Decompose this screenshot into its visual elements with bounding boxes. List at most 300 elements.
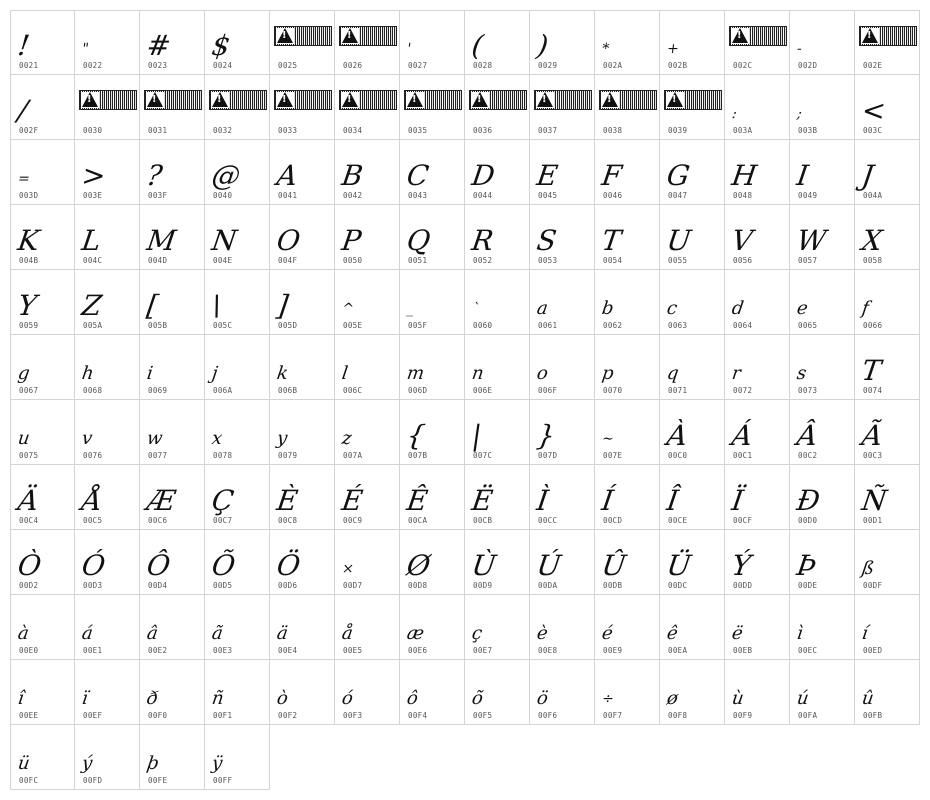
glyph-sample: â [145,623,160,644]
glyph-sample: Ê [404,484,430,517]
glyph-cell [465,465,530,530]
glyph-sample: [ [144,289,161,322]
missing-glyph-icon [729,26,787,46]
glyph-cell [660,75,725,140]
glyph-cell [205,660,270,725]
glyph-sample: ~ [600,431,615,447]
glyph-code-label: 0036 [473,126,493,135]
glyph-sample: X [859,224,885,257]
glyph-cell [530,140,595,205]
glyph-code-label: 0028 [473,61,493,70]
glyph-code-label: 002C [733,61,753,70]
glyph-code-label: 0068 [83,386,103,395]
glyph-cell [140,400,205,465]
glyph-code-label: 00E4 [278,646,298,655]
glyph-code-label: 0072 [733,386,753,395]
glyph-cell [75,530,140,595]
glyph-sample: ó [340,688,355,709]
glyph-sample: Ì [534,484,551,517]
glyph-cell [270,270,335,335]
glyph-cell [400,335,465,400]
glyph-cell [595,140,660,205]
glyph-sample: B [339,159,365,192]
glyph-cell [530,400,595,465]
glyph-code-label: 0040 [213,191,233,200]
glyph-cell [10,10,75,75]
glyph-code-label: 0023 [148,61,168,70]
glyph-code-label: 00DF [863,581,883,590]
glyph-code-label: 0034 [343,126,363,135]
glyph-code-label: 00FD [83,776,103,785]
glyph-code-label: 00CE [668,516,688,525]
glyph-sample: å [340,623,355,644]
missing-glyph-icon [404,90,462,110]
glyph-code-label: 002D [798,61,818,70]
glyph-code-label: 0047 [668,191,688,200]
glyph-code-label: 0026 [343,61,363,70]
glyph-sample: o [535,363,550,384]
glyph-code-label: 0022 [83,61,103,70]
glyph-code-label: 00FF [213,776,233,785]
glyph-cell [75,10,140,75]
glyph-cell [790,10,855,75]
glyph-code-label: 0027 [408,61,428,70]
glyph-cell [335,10,400,75]
glyph-code-label: 005D [278,321,298,330]
glyph-cell [855,335,920,400]
glyph-cell [205,400,270,465]
glyph-cell [400,400,465,465]
glyph-cell [595,335,660,400]
glyph-sample: - [795,41,803,57]
glyph-code-label: 0050 [343,256,363,265]
glyph-code-label: 005C [213,321,233,330]
glyph-code-label: 0073 [798,386,818,395]
glyph-code-label: 00D9 [473,581,493,590]
glyph-code-label: 00F6 [538,711,558,720]
glyph-sample: ø [665,688,680,709]
glyph-sample: Ã [859,419,885,452]
glyph-sample: J [859,159,876,192]
glyph-sample: x [210,428,224,449]
glyph-code-label: 00CD [603,516,623,525]
glyph-cell [660,660,725,725]
glyph-sample: I [794,159,811,192]
glyph-cell [790,465,855,530]
glyph-cell [465,10,530,75]
glyph-sample: æ [405,623,426,644]
glyph-cell [530,205,595,270]
glyph-code-label: 00D0 [798,516,818,525]
glyph-sample: " [80,41,90,57]
glyph-cell [595,270,660,335]
glyph-cell [725,335,790,400]
glyph-code-label: 0065 [798,321,818,330]
warning-icon [341,92,359,108]
glyph-sample: ú [795,688,811,709]
glyph-sample: d [730,298,746,319]
glyph-cell [270,400,335,465]
glyph-cell [725,530,790,595]
glyph-code-label: 0045 [538,191,558,200]
glyph-cell [465,335,530,400]
glyph-cell [790,530,855,595]
warning-icon [211,92,229,108]
glyph-sample: ÿ [210,753,224,774]
glyph-sample: F [599,159,624,192]
glyph-sample: * [600,41,611,57]
glyph-code-label: 0074 [863,386,883,395]
warning-icon [406,92,424,108]
glyph-cell [400,205,465,270]
glyph-cell [530,660,595,725]
glyph-code-label: 0067 [19,386,39,395]
glyph-cell [335,530,400,595]
glyph-cell [530,530,595,595]
glyph-sample: n [470,363,486,384]
glyph-code-label: 00DD [733,581,753,590]
glyph-code-label: 0066 [863,321,883,330]
glyph-code-label: 00DA [538,581,558,590]
glyph-code-label: 003E [83,191,103,200]
glyph-code-label: 006E [473,386,493,395]
glyph-code-label: 00D2 [19,581,39,590]
glyph-sample: # [144,29,173,62]
glyph-cell [205,595,270,660]
glyph-cell [660,205,725,270]
glyph-sample: é [600,623,615,644]
glyph-sample: ò [275,688,290,709]
glyph-code-label: 006D [408,386,428,395]
glyph-cell [140,75,205,140]
glyph-sample: v [80,428,94,449]
glyph-cell [725,660,790,725]
glyph-cell [335,140,400,205]
glyph-cell [595,595,660,660]
warning-icon [666,92,684,108]
glyph-code-label: 004D [148,256,168,265]
glyph-sample: \ [209,289,224,322]
glyph-sample: h [80,363,96,384]
warning-icon [341,28,359,44]
glyph-sample: Ö [274,549,303,582]
glyph-cell [790,140,855,205]
glyph-cell [465,140,530,205]
glyph-code-label: 0060 [473,321,493,330]
glyph-sample: Á [729,419,755,452]
glyph-code-label: 0075 [19,451,39,460]
glyph-cell [465,75,530,140]
glyph-sample: j [210,363,220,384]
glyph-cell [465,530,530,595]
glyph-code-label: 006C [343,386,363,395]
glyph-sample: ç [470,623,484,644]
glyph-code-label: 002B [668,61,688,70]
glyph-sample: D [469,159,497,192]
glyph-code-label: 00ED [863,646,883,655]
glyph-sample: P [339,224,364,257]
glyph-cell [270,140,335,205]
glyph-cell [10,335,75,400]
glyph-sample: í [860,623,870,644]
glyph-code-label: 0078 [213,451,233,460]
glyph-sample: è [535,623,550,644]
glyph-code-label: 00D4 [148,581,168,590]
glyph-code-label: 0052 [473,256,493,265]
glyph-code-label: 0031 [148,126,168,135]
glyph-sample: _ [405,301,416,317]
glyph-cell [335,400,400,465]
glyph-sample: @ [209,159,243,192]
glyph-code-label: 0029 [538,61,558,70]
glyph-cell [660,10,725,75]
glyph-sample: } [534,419,558,452]
glyph-sample: à [16,623,31,644]
glyph-sample: u [16,428,32,449]
glyph-sample: K [15,224,42,257]
glyph-code-label: 00F1 [213,711,233,720]
glyph-code-label: 003B [798,126,818,135]
glyph-code-label: 00C7 [213,516,233,525]
glyph-sample: ì [795,623,805,644]
glyph-sample: O [274,224,303,257]
glyph-cell [855,595,920,660]
glyph-code-label: 00CA [408,516,428,525]
glyph-code-label: 004B [19,256,39,265]
glyph-cell [10,270,75,335]
glyph-cell [660,140,725,205]
glyph-sample: Ä [15,484,41,517]
glyph-sample: ; [795,106,803,122]
glyph-cell [335,335,400,400]
glyph-sample: g [16,363,32,384]
glyph-sample: < [859,94,888,127]
glyph-cell [790,335,855,400]
glyph-cell [660,400,725,465]
glyph-sample: y [275,428,289,449]
glyph-cell [660,465,725,530]
glyph-sample: z [340,428,354,449]
glyph-code-label: 00FA [798,711,818,720]
glyph-sample: m [405,363,426,384]
glyph-code-label: 0053 [538,256,558,265]
glyph-cell [855,10,920,75]
glyph-code-label: 0025 [278,61,298,70]
glyph-cell [400,660,465,725]
glyph-cell [205,270,270,335]
glyph-sample: k [275,363,290,384]
glyph-sample: Y [15,289,39,322]
glyph-code-label: 00D6 [278,581,298,590]
glyph-code-label: 005E [343,321,363,330]
glyph-sample: á [80,623,95,644]
glyph-sample: Í [599,484,616,517]
glyph-code-label: 002F [19,126,39,135]
glyph-sample: ð [145,688,160,709]
glyph-cell [140,660,205,725]
glyph-sample: w [145,428,164,449]
glyph-cell [270,10,335,75]
glyph-sample: × [340,561,355,577]
glyph-cell [75,725,140,790]
glyph-sample: È [274,484,300,517]
glyph-sample: ï [80,688,90,709]
glyph-cell [725,400,790,465]
glyph-sample: À [664,419,690,452]
glyph-sample: Ï [729,484,746,517]
glyph-cell [725,10,790,75]
missing-glyph-icon [339,26,397,46]
glyph-cell [595,465,660,530]
glyph-cell [465,595,530,660]
glyph-cell [140,10,205,75]
glyph-cell [10,465,75,530]
glyph-sample: ) [534,29,551,62]
glyph-code-label: 0032 [213,126,233,135]
glyph-code-label: 006B [278,386,298,395]
glyph-code-label: 005A [83,321,103,330]
glyph-code-label: 00F3 [343,711,363,720]
glyph-code-label: 0079 [278,451,298,460]
glyph-code-label: 00F7 [603,711,623,720]
glyph-code-label: 0041 [278,191,298,200]
missing-glyph-icon [664,90,722,110]
glyph-cell [10,140,75,205]
glyph-cell [10,530,75,595]
glyph-sample: $ [209,29,233,62]
glyph-cell [725,140,790,205]
warning-icon [146,92,164,108]
glyph-code-label: 002A [603,61,623,70]
glyph-code-label: 00EB [733,646,753,655]
glyph-code-label: 00C3 [863,451,883,460]
glyph-sample: ] [274,289,291,322]
glyph-code-label: 0077 [148,451,168,460]
glyph-sample: ý [80,753,94,774]
glyph-code-label: 0049 [798,191,818,200]
warning-icon [731,28,749,44]
warning-icon [276,28,294,44]
glyph-cell [335,205,400,270]
glyph-sample: û [860,688,876,709]
glyph-sample: b [600,298,616,319]
glyph-sample: Ð [794,484,822,517]
glyph-sample: C [404,159,431,192]
glyph-code-label: 00DE [798,581,818,590]
glyph-sample: M [144,224,179,257]
glyph-cell [790,205,855,270]
glyph-code-label: 00CC [538,516,558,525]
glyph-sample: W [794,224,829,257]
glyph-cell [270,660,335,725]
glyph-sample: î [16,688,26,709]
glyph-sample: þ [145,753,161,774]
glyph-code-label: 0046 [603,191,623,200]
glyph-sample: Æ [144,484,178,517]
glyph-code-label: 00EE [19,711,39,720]
glyph-cell [595,660,660,725]
glyph-sample: Ü [664,549,693,582]
glyph-sample: ! [15,29,32,62]
glyph-sample: Q [404,224,433,257]
glyph-code-label: 0024 [213,61,233,70]
glyph-code-label: 00D3 [83,581,103,590]
glyph-sample: T [859,354,884,387]
glyph-cell [790,270,855,335]
glyph-sample: c [665,298,679,319]
glyph-sample: Ô [144,549,173,582]
glyph-code-label: 00D7 [343,581,363,590]
glyph-sample: e [795,298,810,319]
glyph-code-label: 0039 [668,126,688,135]
glyph-sample: > [79,159,108,192]
glyph-cell [140,140,205,205]
glyph-cell [205,725,270,790]
glyph-sample: ù [730,688,746,709]
glyph-code-label: 004C [83,256,103,265]
glyph-cell [400,530,465,595]
glyph-cell [75,140,140,205]
glyph-cell [75,465,140,530]
glyph-cell [595,530,660,595]
glyph-code-label: 004E [213,256,233,265]
glyph-code-label: 00C2 [798,451,818,460]
glyph-code-label: 00FB [863,711,883,720]
glyph-sample: i [145,363,155,384]
glyph-sample: E [534,159,560,192]
glyph-cell [855,205,920,270]
glyph-sample: Ý [729,549,753,582]
glyph-cell [335,595,400,660]
glyph-code-label: 007B [408,451,428,460]
glyph-code-label: 003C [863,126,883,135]
glyph-code-label: 005B [148,321,168,330]
glyph-cell [335,660,400,725]
glyph-code-label: 00EC [798,646,818,655]
glyph-cell [465,270,530,335]
glyph-sample: ö [535,688,550,709]
glyph-cell [725,270,790,335]
glyph-code-label: 0033 [278,126,298,135]
glyph-code-label: 0062 [603,321,623,330]
glyph-cell [140,465,205,530]
glyph-code-label: 00FE [148,776,168,785]
glyph-cell [725,465,790,530]
glyph-code-label: 00CF [733,516,753,525]
glyph-code-label: 00E9 [603,646,623,655]
glyph-cell [140,595,205,660]
glyph-cell [10,595,75,660]
glyph-cell [75,400,140,465]
glyph-code-label: 00C5 [83,516,103,525]
glyph-code-label: 0059 [19,321,39,330]
glyph-cell [270,205,335,270]
glyph-code-label: 0051 [408,256,428,265]
glyph-code-label: 0070 [603,386,623,395]
glyph-sample: r [730,363,743,384]
warning-icon [276,92,294,108]
glyph-cell [335,75,400,140]
glyph-code-label: 00E5 [343,646,363,655]
glyph-cell [140,335,205,400]
glyph-code-label: 00E8 [538,646,558,655]
glyph-sample: ` [470,301,481,317]
glyph-code-label: 00C0 [668,451,688,460]
glyph-cell [855,75,920,140]
glyph-code-label: 00F5 [473,711,493,720]
glyph-cell [855,400,920,465]
glyph-sample: N [209,224,239,257]
